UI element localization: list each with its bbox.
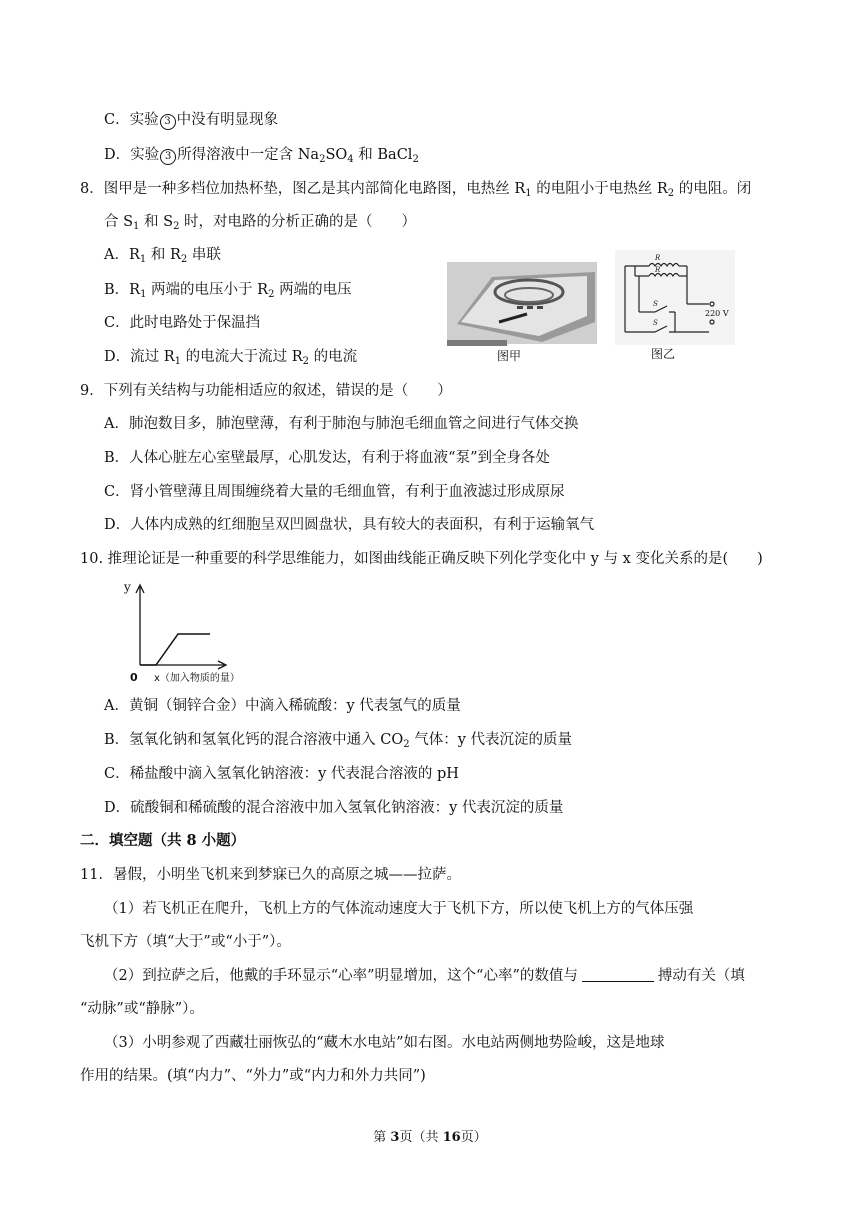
fig-jia-label: 图甲	[497, 349, 522, 362]
q8-stem-line2: 合 $S_1$ 和 $S_2$ 时，对电路的分析正确的是（ ）	[104, 214, 417, 232]
q8-stem-line1: 8．图甲是一种多档位加热杯垫，图乙是其内部简化电路图，电热丝 $R_1$ 的电阻小于电热丝 $R_2$ 的电阻。闭	[80, 181, 752, 199]
q8-option-b: B．$R_1$ 两端的电压小于 $R_2$ 两端的电压	[104, 282, 352, 300]
q7-option-c: C．实验 3 中没有明显现象	[104, 112, 279, 128]
q9-stem: 9．下列有关结构与功能相适应的叙述，错误的是（ ）	[80, 383, 452, 399]
graph-curve	[140, 634, 210, 665]
section-heading: 二．填空题（共 8 小题）	[80, 832, 246, 849]
page-footer: 第 3页（共 16页）	[373, 1130, 487, 1145]
q11-part1-line1: （1）若飞机正在爬升，飞机上方的气体流动速度大于飞机下方，所以使飞机上方的气体压强	[104, 901, 694, 917]
q10-option-c: C．稀盐酸中滴入氢氧化钠溶液：y 代表混合溶液的 pH	[104, 766, 459, 782]
circuit-diagram	[615, 250, 735, 362]
q9-option-b: B．人体心脏左心室壁最厚，心肌发达，有利于将血液“泵”到全身各处	[104, 450, 550, 466]
svg-text:R: R	[655, 266, 661, 274]
graph-y-label: y	[124, 580, 131, 594]
q10-stem: 10. 推理论证是一种重要的科学思维能力，如图曲线能正确反映下列化学变化中 y 与 x 变化关系的是( )	[80, 551, 763, 567]
circled-number: 3	[160, 149, 176, 165]
q11-part1-line2: 飞机下方（填“大于”或“小于”）。	[80, 934, 291, 950]
circled-number: 3	[160, 114, 176, 130]
svg-text:S: S	[653, 319, 658, 327]
q8-option-c: C．此时电路处于保温挡	[104, 315, 261, 331]
q7-option-d: D．实验 3 所得溶液中一定含 $Na_2SO_4$ 和 BaCl$_2$	[104, 147, 419, 165]
graph-x-label: x（加入物质的量）	[154, 673, 240, 684]
answer-blank	[582, 967, 654, 982]
q10-option-d: D．硫酸铜和稀硫酸的混合溶液中加入氢氧化钠溶液：y 代表沉淀的质量	[104, 800, 564, 816]
q11-stem: 11．暑假，小明坐飞机来到梦寐已久的高原之城——拉萨。	[80, 867, 461, 883]
q10-line-graph	[120, 577, 270, 687]
q11-part3-line2: 作用的结果。(填“内力”、“外力”或“内力和外力共同”)	[80, 1068, 426, 1084]
q11-part3-line1: （3）小明参观了西藏壮丽恢弘的“藏木水电站”如右图。水电站两侧地势险峻，这是地球	[104, 1035, 665, 1051]
q8-option-d: D．流过 $R_1$ 的电流大于流过 $R_2$ 的电流	[104, 349, 358, 367]
q8-option-a: A．$R_1$ 和 $R_2$ 串联	[104, 247, 221, 265]
graph-origin-label: 0	[130, 671, 138, 684]
q9-option-c: C．肾小管壁薄且周围缠绕着大量的毛细血管，有利于血液滤过形成原尿	[104, 484, 565, 500]
q11-part2-line1: （2）到拉萨之后，他戴的手环显示“心率”明显增加，这个“心率”的数值与 搏动有关（填	[104, 968, 745, 984]
q11-part2-line2: “动脉”或“静脉”）。	[80, 1001, 204, 1017]
q9-option-d: D．人体内成熟的红细胞呈双凹圆盘状，具有较大的表面积，有利于运输氧气	[104, 517, 595, 533]
q10-option-a: A．黄铜（铜锌合金）中滴入稀硫酸：y 代表氢气的质量	[104, 698, 461, 714]
voltage-label: 220 V	[705, 309, 729, 318]
svg-text:R: R	[655, 254, 661, 262]
q10-option-b: B．氢氧化钠和氢氧化钙的混合溶液中通入 $CO_2$ 气体：y 代表沉淀的质量	[104, 732, 573, 750]
svg-text:S: S	[653, 300, 658, 308]
heating-pad-photo	[447, 262, 597, 362]
fig-yi-label: 图乙	[651, 347, 676, 361]
q9-option-a: A．肺泡数目多，肺泡壁薄，有利于肺泡与肺泡毛细血管之间进行气体交换	[104, 416, 579, 432]
